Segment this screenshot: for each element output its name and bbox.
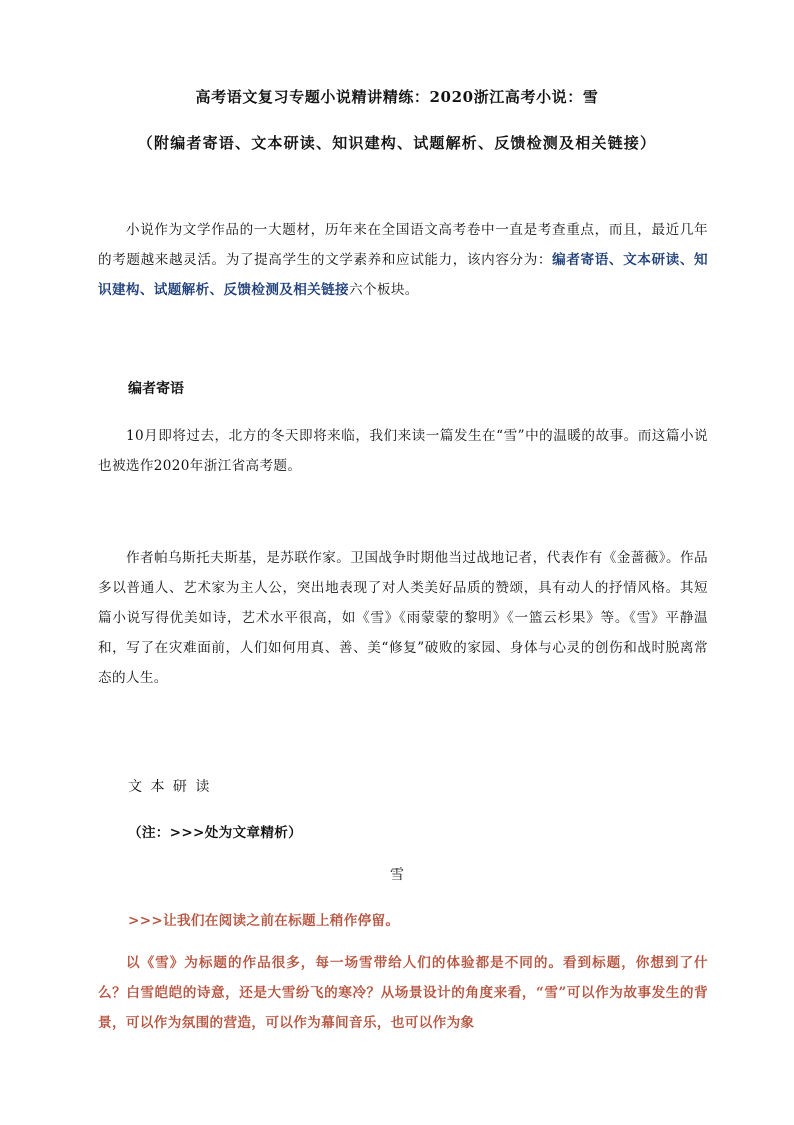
story-title: 雪 — [390, 867, 404, 883]
intro-paragraph — [98, 215, 708, 305]
intro-highlight: 编者寄语、文本研读、知识建构、试题解析、反馈检测及相关链接 — [98, 252, 708, 298]
analysis-paragraph: 以《雪》为标题的作品很多，每一场雪带给人们的体验都是不同的。看到标题，你想到了什么？白雪皑皑的诗意，还是大雪纷飞的寒冷？从场景设计的角度来看，“雪”可以作为故事发生的背景，可以作为氛围的营造，可以作为幕间音乐，也可以作为象 — [98, 955, 708, 1031]
document-subtitle: （附编者寄语、文本研读、知识建构、试题解析、反馈检测及相关链接） — [137, 134, 657, 152]
section-heading-editor-note: 编者寄语 — [128, 381, 184, 397]
intro-text-before: 小说作为文学作品的一大题材，历年来在全国语文高考卷中一直是考查重点，而且，最近几年的考题越来越灵活。为了提高学生的文学素养和应试能力，该内容分为： — [98, 222, 708, 268]
editor-note-paragraph-2: 作者帕乌斯托夫斯基，是苏联作家。卫国战争时期他当过战地记者，代表作有《金蔷薇》。作品多以普通人、艺术家为主人公，突出地表现了对人类美好品质的赞颂，具有动人的抒情风格。其短篇小说写得优美如诗，艺术水平很高，如《雪》《雨蒙蒙的黎明》《一篮云杉果》等。《雪》平静温和，写了在灾难面前，人们如何用真、善、美“修复”破败的家园、身体与心灵的创伤和战时脱离常态的人生。 — [98, 550, 708, 686]
section-heading-text-study: 文 本 研 读 — [128, 779, 212, 795]
editor-note-paragraph-1: 10月即将过去，北方的冬天即将来临，我们来读一篇发生在“雪”中的温暖的故事。而这篇小说也被选作2020年浙江省高考题。 — [98, 428, 708, 474]
analysis-line: >>>让我们在阅读之前在标题上稍作停留。 — [128, 913, 400, 929]
analysis-note: （注：>>>处为文章精析） — [128, 825, 303, 841]
document-title: 高考语文复习专题小说精讲精练：2020浙江高考小说：雪 — [195, 88, 599, 106]
intro-text-after: 六个板块。 — [349, 282, 419, 298]
